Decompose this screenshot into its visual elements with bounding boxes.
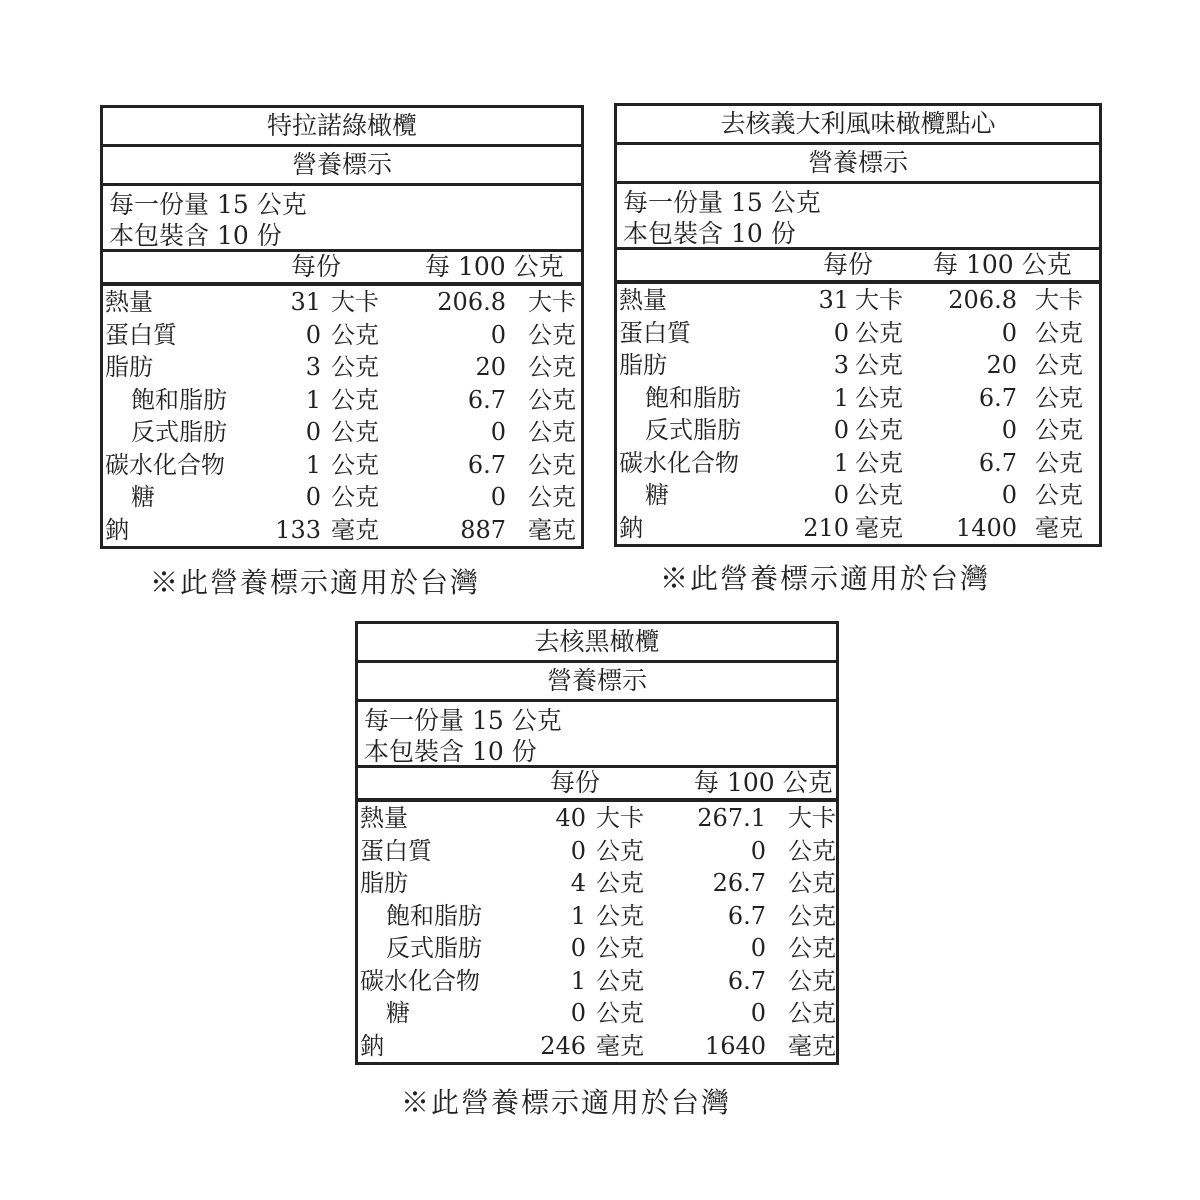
col-per-100g: 每 100 公克 <box>694 768 833 797</box>
nutrient-name: 糖 <box>386 999 410 1027</box>
per-100g-unit: 大卡 <box>528 288 576 316</box>
serving-info <box>617 184 1099 250</box>
nutrient-name: 碳水化合物 <box>360 966 480 995</box>
nutrient-row <box>358 835 836 868</box>
nutrient-row <box>617 447 1099 480</box>
per-100g-unit: 公克 <box>1035 416 1083 444</box>
per-serving-unit: 公克 <box>855 318 903 347</box>
col-per-100g: 每 100 公克 <box>933 250 1072 279</box>
per-serving-value: 1 <box>305 385 321 414</box>
nutrient-row <box>617 382 1099 415</box>
nutrient-row <box>103 384 581 417</box>
nutrient-name: 熱量 <box>619 286 667 314</box>
per-100g-unit: 公克 <box>528 320 576 349</box>
col-per-serving: 每份 <box>550 768 601 797</box>
nutrient-row <box>358 900 836 933</box>
servings-per-package: 本包裝含 10 份 <box>109 221 282 250</box>
nutrient-row <box>103 416 581 449</box>
nutrient-row <box>358 965 836 998</box>
nutrient-name: 熱量 <box>360 804 408 832</box>
per-serving-value: 0 <box>570 836 586 865</box>
per-serving-unit: 公克 <box>596 934 644 962</box>
label-heading: 營養標示 <box>617 145 1099 184</box>
col-per-serving: 每份 <box>291 252 342 281</box>
per-100g-unit: 大卡 <box>1035 286 1083 314</box>
per-100g-value: 206.8 <box>437 288 506 316</box>
per-serving-unit: 公克 <box>331 450 379 479</box>
per-serving-value: 0 <box>570 934 586 962</box>
nutrient-name: 碳水化合物 <box>105 450 225 479</box>
nutrient-name: 熱量 <box>105 288 153 316</box>
per-serving-value: 0 <box>833 481 849 509</box>
per-serving-unit: 公克 <box>855 416 903 444</box>
nutrient-name: 反式脂肪 <box>645 416 741 444</box>
nutrient-row <box>358 1030 836 1063</box>
nutrient-rows <box>103 286 581 546</box>
per-100g-unit: 公克 <box>528 483 576 511</box>
nutrient-row <box>617 512 1099 545</box>
column-header <box>103 252 581 286</box>
serving-size: 每一份量 15 公克 <box>109 190 307 219</box>
per-100g-value: 0 <box>1001 481 1017 509</box>
nutrient-name: 脂肪 <box>619 351 667 379</box>
product-title: 去核義大利風味橄欖點心 <box>617 106 1099 145</box>
per-100g-unit: 公克 <box>1035 351 1083 379</box>
nutrient-row <box>103 319 581 352</box>
nutrient-name: 糖 <box>645 481 669 509</box>
per-100g-unit: 公克 <box>788 836 836 865</box>
nutrition-panel-1 <box>100 105 584 599</box>
column-header <box>617 250 1099 284</box>
per-serving-unit: 公克 <box>596 836 644 865</box>
nutrient-row <box>103 449 581 482</box>
per-serving-unit: 大卡 <box>855 286 903 314</box>
per-serving-unit: 毫克 <box>596 1031 644 1060</box>
nutrient-row <box>617 479 1099 512</box>
per-serving-value: 0 <box>305 483 321 511</box>
region-note: ※此營養標示適用於台灣 <box>660 562 991 595</box>
nutrient-name: 鈉 <box>105 515 129 544</box>
per-100g-value: 1400 <box>955 513 1017 542</box>
col-per-100g: 每 100 公克 <box>425 252 564 281</box>
nutrient-name: 反式脂肪 <box>386 934 482 962</box>
nutrient-name: 反式脂肪 <box>131 418 227 446</box>
per-serving-unit: 公克 <box>331 418 379 446</box>
per-serving-value: 1 <box>833 383 849 412</box>
col-per-serving: 每份 <box>823 250 874 279</box>
per-serving-value: 40 <box>555 804 586 832</box>
per-serving-value: 246 <box>540 1031 586 1060</box>
nutrient-row <box>358 997 836 1030</box>
per-serving-unit: 公克 <box>855 481 903 509</box>
per-100g-value: 6.7 <box>467 450 506 479</box>
per-serving-value: 1 <box>305 450 321 479</box>
product-title: 特拉諾綠橄欖 <box>103 108 581 147</box>
per-serving-value: 0 <box>305 418 321 446</box>
serving-info <box>358 702 836 768</box>
per-serving-value: 3 <box>833 351 849 379</box>
column-header <box>358 768 836 802</box>
per-100g-value: 206.8 <box>948 286 1017 314</box>
per-100g-unit: 公克 <box>528 353 576 381</box>
nutrient-row <box>103 351 581 384</box>
per-serving-value: 1 <box>570 966 586 995</box>
nutrient-row <box>103 481 581 514</box>
nutrient-row <box>103 286 581 319</box>
per-100g-unit: 公克 <box>788 869 836 897</box>
per-serving-unit: 毫克 <box>331 515 379 544</box>
serving-size: 每一份量 15 公克 <box>623 188 821 217</box>
per-serving-value: 0 <box>570 999 586 1027</box>
region-note: ※此營養標示適用於台灣 <box>401 1086 732 1119</box>
per-100g-value: 0 <box>1001 416 1017 444</box>
per-serving-unit: 公克 <box>331 385 379 414</box>
per-serving-unit: 公克 <box>331 353 379 381</box>
per-100g-unit: 毫克 <box>528 515 576 544</box>
per-100g-value: 267.1 <box>697 804 766 832</box>
per-serving-value: 133 <box>275 515 321 544</box>
per-100g-value: 0 <box>490 320 506 349</box>
per-100g-unit: 公克 <box>1035 318 1083 347</box>
nutrient-name: 蛋白質 <box>619 318 691 347</box>
region-note: ※此營養標示適用於台灣 <box>150 566 481 599</box>
label-heading: 營養標示 <box>103 147 581 186</box>
per-serving-unit: 公克 <box>855 383 903 412</box>
per-100g-unit: 公克 <box>788 999 836 1027</box>
label-heading: 營養標示 <box>358 663 836 702</box>
nutrient-name: 蛋白質 <box>105 320 177 349</box>
per-100g-unit: 公克 <box>1035 383 1083 412</box>
per-serving-value: 31 <box>818 286 849 314</box>
per-100g-value: 0 <box>490 418 506 446</box>
product-title: 去核黑橄欖 <box>358 624 836 663</box>
per-serving-unit: 公克 <box>331 483 379 511</box>
nutrition-panel-2 <box>614 103 1102 595</box>
nutrient-name: 碳水化合物 <box>619 448 739 477</box>
per-100g-unit: 公克 <box>1035 448 1083 477</box>
nutrient-row <box>358 802 836 835</box>
per-serving-value: 0 <box>305 320 321 349</box>
per-100g-value: 6.7 <box>978 383 1017 412</box>
per-100g-value: 6.7 <box>467 385 506 414</box>
nutrient-row <box>103 514 581 547</box>
per-serving-unit: 公克 <box>596 901 644 930</box>
serving-info <box>103 186 581 252</box>
per-serving-value: 1 <box>833 448 849 477</box>
nutrient-name: 飽和脂肪 <box>386 901 482 930</box>
per-serving-unit: 公克 <box>596 869 644 897</box>
per-serving-unit: 公克 <box>855 351 903 379</box>
nutrition-label <box>100 105 584 549</box>
nutrient-name: 鈉 <box>619 513 643 542</box>
per-serving-value: 1 <box>570 901 586 930</box>
servings-per-package: 本包裝含 10 份 <box>364 737 537 766</box>
per-serving-unit: 公克 <box>596 966 644 995</box>
per-serving-value: 31 <box>290 288 321 316</box>
per-100g-unit: 公克 <box>528 450 576 479</box>
per-serving-unit: 公克 <box>596 999 644 1027</box>
per-100g-unit: 公克 <box>1035 481 1083 509</box>
per-100g-value: 0 <box>750 934 766 962</box>
per-serving-unit: 毫克 <box>855 513 903 542</box>
nutrition-panel-3 <box>355 621 839 1119</box>
per-100g-value: 1640 <box>704 1031 766 1060</box>
nutrient-row <box>617 349 1099 382</box>
per-100g-unit: 公克 <box>788 901 836 930</box>
per-100g-unit: 公克 <box>528 418 576 446</box>
per-100g-unit: 毫克 <box>788 1031 836 1060</box>
nutrient-name: 飽和脂肪 <box>645 383 741 412</box>
per-serving-unit: 公克 <box>855 448 903 477</box>
per-100g-unit: 大卡 <box>788 804 836 832</box>
per-serving-value: 0 <box>833 318 849 347</box>
nutrition-label <box>355 621 839 1065</box>
per-100g-unit: 公克 <box>788 934 836 962</box>
serving-size: 每一份量 15 公克 <box>364 706 562 735</box>
per-100g-value: 0 <box>750 999 766 1027</box>
per-serving-value: 3 <box>305 353 321 381</box>
per-100g-value: 26.7 <box>712 869 766 897</box>
nutrient-rows <box>358 802 836 1062</box>
nutrient-row <box>617 284 1099 317</box>
per-100g-value: 6.7 <box>978 448 1017 477</box>
per-100g-unit: 公克 <box>788 966 836 995</box>
nutrient-name: 脂肪 <box>105 353 153 381</box>
per-100g-value: 0 <box>490 483 506 511</box>
nutrition-label <box>614 103 1102 547</box>
nutrient-row <box>617 414 1099 447</box>
nutrient-row <box>617 317 1099 350</box>
per-serving-unit: 大卡 <box>596 804 644 832</box>
per-100g-value: 0 <box>1001 318 1017 347</box>
nutrient-row <box>358 932 836 965</box>
per-serving-value: 0 <box>833 416 849 444</box>
per-100g-value: 6.7 <box>727 966 766 995</box>
per-serving-value: 210 <box>803 513 849 542</box>
servings-per-package: 本包裝含 10 份 <box>623 219 796 248</box>
nutrient-row <box>358 867 836 900</box>
per-serving-unit: 大卡 <box>331 288 379 316</box>
per-serving-unit: 公克 <box>331 320 379 349</box>
per-100g-value: 20 <box>986 351 1017 379</box>
per-100g-value: 6.7 <box>727 901 766 930</box>
per-100g-value: 0 <box>750 836 766 865</box>
nutrient-rows <box>617 284 1099 544</box>
per-100g-unit: 公克 <box>528 385 576 414</box>
nutrient-name: 脂肪 <box>360 869 408 897</box>
nutrient-name: 糖 <box>131 483 155 511</box>
per-100g-value: 20 <box>475 353 506 381</box>
nutrient-name: 蛋白質 <box>360 836 432 865</box>
nutrient-name: 鈉 <box>360 1031 384 1060</box>
per-serving-value: 4 <box>570 869 586 897</box>
nutrient-name: 飽和脂肪 <box>131 385 227 414</box>
per-100g-unit: 毫克 <box>1035 513 1083 542</box>
per-100g-value: 887 <box>460 515 506 544</box>
